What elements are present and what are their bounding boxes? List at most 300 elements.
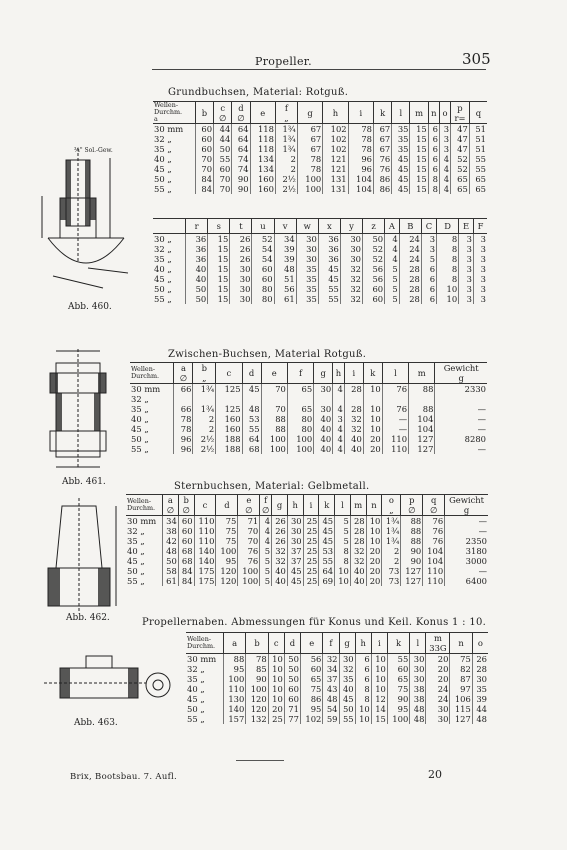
grundbuchsen-a-cell: 131 (323, 184, 348, 194)
stern-cell: 40 (272, 566, 288, 576)
grundbuchsen-a-cell: 90 (232, 174, 250, 184)
grundbuchsen-b-cell: 26 (230, 254, 252, 264)
naben-column-header: o (472, 633, 488, 654)
zwischen-cell: 53 (242, 414, 261, 424)
stern-cell: 53 (319, 546, 335, 556)
figure-462-drawing (36, 494, 128, 614)
naben-cell: 30 (472, 674, 488, 684)
naben-header-row (186, 633, 488, 654)
zwischen-cell: 96 (174, 444, 193, 454)
grundbuchsen-b-cell: 15 (208, 234, 230, 245)
grundbuchsen-b-cell: 5 (421, 254, 436, 264)
zwischen-cell: 66 (174, 384, 193, 395)
grundbuchsen-a-cell: 121 (323, 164, 348, 174)
naben-cell: 60 (284, 684, 300, 694)
grundbuchsen-a-cell: 70 (214, 184, 232, 194)
figure-460-drawing (28, 138, 146, 298)
naben-cell: 30 (426, 704, 450, 714)
grundbuchsen-b-cell: 39 (274, 244, 296, 254)
grundbuchsen-b-cell: 32 (340, 274, 362, 284)
grundbuchsen-b-cell: 28 (399, 264, 421, 274)
grundbuchsen-a-cell: 52 (451, 164, 470, 174)
zwischen-cell (363, 394, 382, 404)
zwischen-cell (242, 394, 261, 404)
grundbuchsen-a-cell: 2½ (275, 174, 297, 184)
grundbuchsen-a-cell: 67 (297, 134, 322, 144)
grundbuchsen-b-cell: 28 (399, 284, 421, 294)
grundbuchsen-a-row (153, 154, 487, 164)
stern-cell: 5 (260, 546, 272, 556)
naben-cell: 140 (223, 704, 245, 714)
zwischen-header-row (130, 363, 487, 384)
grundbuchsen-a-cell: 2 (275, 154, 297, 164)
stern-cell: 5 (260, 556, 272, 566)
zwischen-cell: — (435, 414, 487, 424)
zwischen-cell: 4 (333, 424, 345, 434)
stern-cell: 26 (272, 526, 288, 536)
grundbuchsen-a-column-header: m (410, 102, 428, 124)
naben-row (186, 654, 488, 665)
zwischen-cell: 110 (382, 444, 408, 454)
grundbuchsen-b-cell: 26 (230, 234, 252, 245)
grundbuchsen-b-column-header: E (459, 219, 474, 234)
stern-cell: 110 (194, 526, 216, 536)
grundbuchsen-table-b (153, 218, 487, 304)
zwischen-cell: 2 (193, 424, 216, 434)
naben-row (186, 714, 488, 724)
stern-row-label: 50 „ (127, 566, 145, 576)
stern-cell: 70 (238, 536, 260, 546)
grundbuchsen-b-cell: 3 (473, 274, 487, 284)
stern-cell: 45 (319, 516, 335, 527)
stern-cell: 110 (194, 536, 216, 546)
naben-cell: 12 (371, 694, 387, 704)
grundbuchsen-a-column-header: b (195, 102, 213, 124)
stern-row-label: 45 „ (127, 556, 145, 566)
zwischen-cell: 70 (261, 384, 287, 395)
grundbuchsen-a-cell: 64 (232, 124, 250, 135)
naben-column-header: e (300, 633, 322, 654)
zwischen-cell (287, 394, 313, 404)
stern-cell: — (445, 516, 488, 527)
grundbuchsen-a-cell: 74 (232, 154, 250, 164)
stern-cell: 5 (335, 516, 351, 527)
grundbuchsen-a-cell: 45 (392, 164, 410, 174)
stern-column-header: m (350, 495, 366, 516)
naben-cell: 78 (246, 654, 268, 665)
naben-cell: 100 (223, 674, 245, 684)
grundbuchsen-a-cell: 52 (451, 154, 470, 164)
zwischen-cell: 2½ (193, 444, 216, 454)
grundbuchsen-b-cell: 52 (363, 254, 385, 264)
naben-cell: 10 (268, 674, 284, 684)
grundbuchsen-b-cell: 56 (274, 284, 296, 294)
naben-cell: 82 (450, 664, 472, 674)
grundbuchsen-a-cell: 96 (348, 164, 373, 174)
grundbuchsen-a-cell: 104 (348, 174, 373, 184)
grundbuchsen-a-cell: 6 (428, 124, 439, 135)
grundbuchsen-a-cell: 55 (469, 154, 487, 164)
grundbuchsen-b-cell: 36 (318, 244, 340, 254)
naben-cell: 65 (300, 674, 322, 684)
grundbuchsen-a-cell: 134 (250, 164, 275, 174)
stern-cell: 8 (335, 556, 351, 566)
grundbuchsen-b-cell: 28 (399, 274, 421, 284)
stern-row-label: 35 „ (127, 536, 145, 546)
grundbuchsen-b-cell: 32 (340, 294, 362, 304)
stern-cell: 26 (272, 536, 288, 546)
naben-cell: 132 (246, 714, 268, 724)
grundbuchsen-b-cell: 3 (459, 254, 474, 264)
naben-cell: 6 (355, 674, 371, 684)
zwischen-cell: 96 (174, 434, 193, 444)
grundbuchsen-b-cell: 5 (385, 264, 400, 274)
naben-cell: 127 (450, 714, 472, 724)
grundbuchsen-a-cell: 64 (232, 134, 250, 144)
grundbuchsen-table-a (153, 101, 487, 194)
grundbuchsen-a-cell: 78 (297, 164, 322, 174)
grundbuchsen-b-cell: 40 (186, 264, 208, 274)
stern-cell: 88 (401, 536, 423, 546)
grundbuchsen-b-cell: 10 (437, 284, 459, 294)
zwischen-cell: 1¾ (193, 384, 216, 395)
zwischen-cell: 32 (344, 424, 363, 434)
grundbuchsen-b-cell: 15 (208, 274, 230, 284)
naben-cell: 50 (284, 654, 300, 665)
stern-cell: 69 (319, 576, 335, 586)
naben-corner-header: Wellen- Durchm. (186, 633, 223, 654)
stern-cell: 90 (401, 546, 423, 556)
grundbuchsen-b-cell: 15 (208, 284, 230, 294)
grundbuchsen-b-cell: 3 (473, 254, 487, 264)
naben-cell: 90 (387, 694, 409, 704)
stern-cell: 40 (350, 576, 366, 586)
grundbuchsen-a-cell: 15 (410, 184, 428, 194)
naben-cell: 20 (268, 704, 284, 714)
naben-cell: 44 (472, 704, 488, 714)
grundbuchsen-b-cell: 5 (385, 284, 400, 294)
zwischen-cell: 70 (261, 404, 287, 414)
grundbuchsen-a-cell: 65 (451, 174, 470, 184)
zwischen-cell (314, 394, 333, 404)
grundbuchsen-a-cell: 6 (428, 164, 439, 174)
stern-row (126, 546, 488, 556)
naben-row (186, 684, 488, 694)
grundbuchsen-b-header-row (153, 219, 487, 234)
naben-cell: 87 (450, 674, 472, 684)
zwischen-row-label: 30 mm (131, 384, 161, 394)
zwischen-cell (193, 394, 216, 404)
grundbuchsen-b-cell: 30 (340, 254, 362, 264)
grundbuchsen-b-column-header: B (399, 219, 421, 234)
stern-column-header: q ∅ (423, 495, 445, 516)
grundbuchsen-b-cell: 3 (473, 264, 487, 274)
zwischen-row-label: 40 „ (131, 414, 149, 424)
zwischen-cell: 10 (363, 404, 382, 414)
grundbuchsen-a-cell: 47 (451, 124, 470, 135)
grundbuchsen-b-cell: 6 (421, 294, 436, 304)
stern-cell: 110 (423, 576, 445, 586)
stern-cell: 68 (178, 556, 194, 566)
naben-cell: 48 (323, 694, 339, 704)
stern-column-header: b ∅ (178, 495, 194, 516)
grundbuchsen-a-column-header: n (428, 102, 439, 124)
zwischen-cell: 48 (242, 404, 261, 414)
grundbuchsen-a-row (153, 164, 487, 174)
naben-cell: 90 (246, 674, 268, 684)
naben-row-label: 55 „ (187, 714, 205, 724)
stern-cell: 60 (178, 516, 194, 527)
naben-cell: 10 (371, 664, 387, 674)
grundbuchsen-a-row (153, 184, 487, 194)
grundbuchsen-b-cell: 3 (473, 294, 487, 304)
naben-cell: 77 (284, 714, 300, 724)
stern-cell: 28 (350, 536, 366, 546)
grundbuchsen-b-row (153, 264, 487, 274)
naben-cell: 24 (426, 694, 450, 704)
grundbuchsen-b-row-label: 45 „ (154, 274, 172, 284)
zwischen-cell: 30 (314, 384, 333, 395)
grundbuchsen-a-cell: 15 (410, 144, 428, 154)
zwischen-cell: 110 (382, 434, 408, 444)
grundbuchsen-b-cell: 60 (363, 294, 385, 304)
grundbuchsen-b-cell: 56 (363, 274, 385, 284)
naben-cell: 48 (410, 714, 426, 724)
grundbuchsen-b-row (153, 274, 487, 284)
zwischen-cell: 104 (409, 424, 435, 434)
grundbuchsen-a-row (153, 124, 487, 135)
grundbuchsen-a-row-label: 55 „ (154, 184, 172, 194)
naben-cell: 88 (223, 654, 245, 665)
naben-cell: 56 (300, 654, 322, 665)
grundbuchsen-b-column-header: C (421, 219, 436, 234)
stern-cell: — (445, 526, 488, 536)
naben-cell: 10 (268, 654, 284, 665)
grundbuchsen-b-column-header: r (186, 219, 208, 234)
grundbuchsen-a-row-label: 30 mm (154, 124, 184, 134)
grundbuchsen-a-row-label: 32 „ (154, 134, 172, 144)
stern-cell: 64 (319, 566, 335, 576)
grundbuchsen-a-cell: 84 (195, 184, 213, 194)
zwischen-cell: 45 (242, 384, 261, 395)
zwischen-cell: 88 (261, 414, 287, 424)
grundbuchsen-b-cell: 45 (318, 274, 340, 284)
naben-cell: 28 (472, 664, 488, 674)
naben-cell: 120 (246, 694, 268, 704)
stern-cell: 25 (303, 546, 319, 556)
grundbuchsen-b-cell: 3 (421, 244, 436, 254)
stern-cell: 45 (319, 526, 335, 536)
naben-cell: 86 (300, 694, 322, 704)
stern-row (126, 516, 488, 527)
stern-cell: 73 (382, 566, 401, 576)
grundbuchsen-b-row-label: 35 „ (154, 254, 172, 264)
stern-cell: 28 (350, 526, 366, 536)
naben-column-header: f (323, 633, 339, 654)
grundbuchsen-b-cell: 30 (340, 234, 362, 245)
grundbuchsen-b-column-header: F (473, 219, 487, 234)
grundbuchsen-a-column-header: f „ (275, 102, 297, 124)
naben-cell: 10 (355, 714, 371, 724)
grundbuchsen-a-cell: 86 (373, 174, 391, 184)
grundbuchsen-a-cell: 100 (297, 184, 322, 194)
zwischen-cell (435, 394, 487, 404)
naben-row-label: 35 „ (187, 674, 205, 684)
naben-column-header: l (410, 633, 426, 654)
grundbuchsen-b-cell: 36 (318, 234, 340, 245)
stern-column-header: n (366, 495, 382, 516)
stern-column-header: l (335, 495, 351, 516)
grundbuchsen-b-cell: 8 (437, 254, 459, 264)
zwischen-cell: 160 (216, 424, 242, 434)
grundbuchsen-a-cell: 76 (373, 164, 391, 174)
naben-cell: 102 (300, 714, 322, 724)
zwischen-cell: 28 (344, 404, 363, 414)
zwischen-cell: 10 (363, 384, 382, 395)
grundbuchsen-b-cell: 6 (421, 264, 436, 274)
naben-cell: 40 (339, 684, 355, 694)
grundbuchsen-a-row-label: 40 „ (154, 154, 172, 164)
table4-title: Propellernaben. Abmessungen für Konus und Keil. Konus 1 : 10. (142, 617, 487, 628)
grundbuchsen-b-cell: 3 (459, 244, 474, 254)
grundbuchsen-a-cell: 45 (392, 174, 410, 184)
naben-row (186, 674, 488, 684)
zwischen-cell: 100 (261, 434, 287, 444)
grundbuchsen-a-cell: 70 (214, 174, 232, 184)
grundbuchsen-a-cell: 47 (451, 144, 470, 154)
grundbuchsen-b-cell: 8 (437, 234, 459, 245)
naben-cell: 50 (284, 664, 300, 674)
grundbuchsen-b-cell: 50 (186, 294, 208, 304)
zwischen-row-label: 55 „ (131, 444, 149, 454)
sternbuchsen-table (126, 494, 488, 586)
stern-cell: 50 (163, 556, 179, 566)
grundbuchsen-b-column-header: s (208, 219, 230, 234)
grundbuchsen-a-cell: 90 (232, 184, 250, 194)
zwischen-row (130, 404, 487, 414)
stern-row (126, 526, 488, 536)
naben-column-header: g (339, 633, 355, 654)
zwischen-cell: 20 (363, 444, 382, 454)
zwischen-cell: 127 (409, 434, 435, 444)
grundbuchsen-b-cell: 5 (385, 274, 400, 284)
naben-cell: 20 (426, 674, 450, 684)
grundbuchsen-a-cell: 74 (232, 164, 250, 174)
naben-column-header: k (387, 633, 409, 654)
grundbuchsen-a-row (153, 134, 487, 144)
naben-cell: 10 (371, 684, 387, 694)
zwischen-cell (382, 394, 408, 404)
stern-column-header: d (216, 495, 238, 516)
zwischen-cell: 104 (409, 414, 435, 424)
naben-cell: 10 (371, 654, 387, 665)
naben-cell: 39 (472, 694, 488, 704)
zwischen-cell: 2330 (435, 384, 487, 395)
footer-rule (236, 760, 284, 761)
stern-cell: 2350 (445, 536, 488, 546)
grundbuchsen-a-column-header: o (439, 102, 450, 124)
grundbuchsen-b-column-header: t (230, 219, 252, 234)
naben-cell: 95 (300, 704, 322, 714)
grundbuchsen-b-cell: 28 (399, 294, 421, 304)
stern-cell: 104 (423, 556, 445, 566)
naben-cell: 95 (223, 664, 245, 674)
stern-cell: 70 (238, 526, 260, 536)
grundbuchsen-a-cell: 51 (469, 134, 487, 144)
grundbuchsen-a-cell: 78 (348, 144, 373, 154)
naben-cell: 35 (339, 674, 355, 684)
grundbuchsen-a-cell: 131 (323, 174, 348, 184)
naben-cell: 10 (371, 674, 387, 684)
grundbuchsen-b-column-header: y (340, 219, 362, 234)
zwischen-cell: 2½ (193, 434, 216, 444)
naben-cell: 110 (223, 684, 245, 694)
grundbuchsen-a-cell: 45 (392, 154, 410, 164)
grundbuchsen-a-cell: 3 (439, 134, 450, 144)
grundbuchsen-a-corner-header: Wellen- Durchm. a (153, 102, 195, 124)
naben-cell: 20 (426, 654, 450, 665)
grundbuchsen-b-cell: 60 (363, 284, 385, 294)
naben-cell: 60 (284, 694, 300, 704)
stern-header-row (126, 495, 488, 516)
grundbuchsen-a-cell: 102 (323, 144, 348, 154)
grundbuchsen-b-cell: 15 (208, 264, 230, 274)
stern-cell: 175 (194, 566, 216, 576)
stern-cell: 75 (216, 536, 238, 546)
zwischen-row-label: 50 „ (131, 434, 149, 444)
zwischen-cell: 100 (287, 434, 313, 444)
stern-cell: 5 (260, 566, 272, 576)
stern-cell: 25 (303, 536, 319, 546)
zwischen-cell: 88 (409, 384, 435, 395)
grundbuchsen-a-cell: 15 (410, 154, 428, 164)
naben-cell: 24 (426, 684, 450, 694)
grundbuchsen-a-cell: 70 (195, 164, 213, 174)
naben-cell: 50 (339, 704, 355, 714)
zwischen-cell: 65 (287, 404, 313, 414)
naben-cell: 95 (387, 704, 409, 714)
grundbuchsen-b-cell: 54 (252, 254, 274, 264)
zwischen-row (130, 444, 487, 454)
stern-cell: 20 (366, 546, 382, 556)
naben-cell: 20 (426, 664, 450, 674)
zwischen-cell: 2 (193, 414, 216, 424)
stern-column-header: o „ (382, 495, 401, 516)
naben-cell: 54 (323, 704, 339, 714)
zwischen-cell: 4 (333, 434, 345, 444)
grundbuchsen-a-cell: 86 (373, 184, 391, 194)
zwischen-column-header: d (242, 363, 261, 384)
grundbuchsen-b-cell: 8 (437, 264, 459, 274)
grundbuchsen-b-cell: 55 (318, 284, 340, 294)
zwischen-cell: 125 (216, 404, 242, 414)
naben-row (186, 694, 488, 704)
grundbuchsen-b-column-header: w (296, 219, 318, 234)
zwischen-row (130, 384, 487, 395)
figure-463-drawing (34, 650, 180, 714)
stern-row-label: 30 mm (127, 516, 157, 526)
grundbuchsen-a-column-header: i (348, 102, 373, 124)
zwischen-column-header: c (216, 363, 242, 384)
grundbuchsen-a-cell: 2 (275, 164, 297, 174)
zwischen-cell: 4 (333, 404, 345, 414)
stern-cell: 175 (194, 576, 216, 586)
stern-cell: 38 (163, 526, 179, 536)
naben-cell: 55 (339, 714, 355, 724)
stern-cell: 76 (423, 516, 445, 527)
stern-cell: 4 (260, 526, 272, 536)
stern-cell: 75 (216, 526, 238, 536)
